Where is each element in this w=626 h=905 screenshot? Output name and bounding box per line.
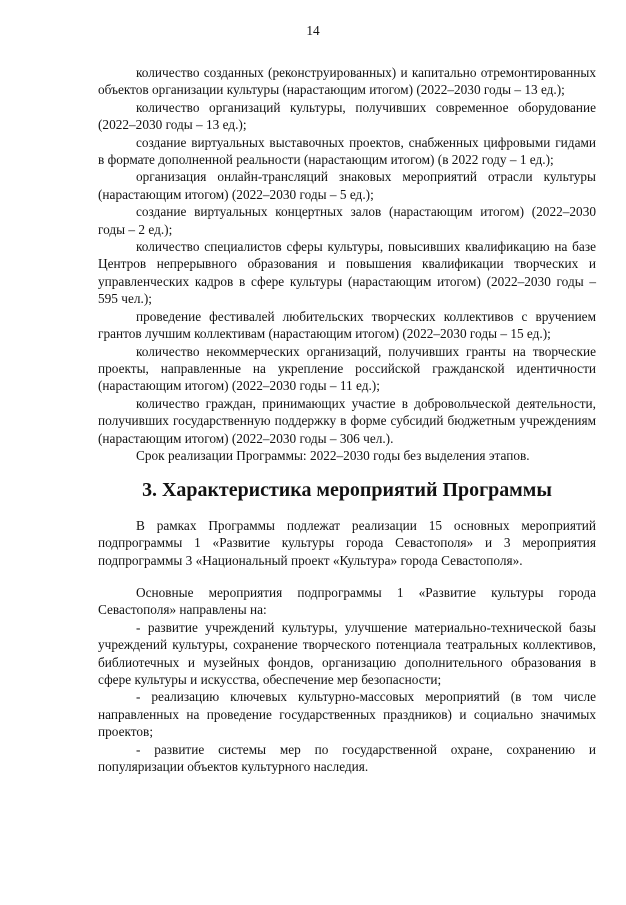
list-item: - развитие системы мер по государственной охране, сохранению и популяризации объектов культурного наследия. (98, 741, 596, 775)
indicator-paragraph: количество некоммерческих организаций, получивших гранты на творческие проекты, направленные на укрепление российской гражданской идентичности (нарастающим итогом) (2022–2030 годы – 11 ед.); (98, 343, 596, 394)
section-paragraph: В рамках Программы подлежат реализации 15 основных мероприятий подпрограммы 1 «Развитие культуры города Севастополя» и 3 мероприятия подпрограммы 3 «Национальный проект «Культура» города Севастополя». (98, 517, 596, 568)
indicator-paragraph: количество организаций культуры, получивших современное оборудование (2022–2030 годы – 13 ед.); (98, 99, 596, 133)
page-content (98, 64, 596, 775)
page-number: 14 (306, 23, 320, 38)
indicator-paragraph: проведение фестивалей любительских творческих коллективов с вручением грантов лучшим коллективам (нарастающим итогом) (2022–2030 годы – 15 ед.); (98, 308, 596, 342)
indicator-paragraph: количество созданных (реконструированных) и капитально отремонтированных объектов организации культуры (нарастающим итогом) (2022–2030 годы – 13 ед.); (98, 65, 596, 98)
list-item: - развитие учреждений культуры, улучшение материально-технической базы учреждений культуры, сохранение творческого потенциала театральных коллективов, библиотечных и музейных фондов, организацию дополнительного образования в сфере культуры и искусства, обеспечение мер безопасности; (98, 619, 596, 687)
indicator-paragraph: организация онлайн-трансляций знаковых мероприятий отрасли культуры (нарастающим итогом) (2022–2030 годы – 5 ед.); (98, 169, 596, 202)
program-term-paragraph: Срок реализации Программы: 2022–2030 годы без выделения этапов. (136, 447, 530, 463)
list-item: - реализацию ключевых культурно-массовых мероприятий (в том числе направленных на проведение государственных праздников) и социально значимых проектов; (98, 689, 596, 740)
section-paragraph: Основные мероприятия подпрограммы 1 «Развитие культуры города Севастополя» направлены на: (98, 584, 596, 618)
section-heading: 3. Характеристика мероприятий Программы (142, 479, 552, 502)
indicator-paragraph: количество специалистов сферы культуры, повысивших квалификацию на базе Центров непрерывного образования и повышения квалификации творческих и управленческих кадров в сфере культуры (нарастающим итогом) (2022–2030 годы – 595 чел.); (98, 239, 596, 307)
indicator-paragraph: создание виртуальных выставочных проектов, снабженных цифровыми гидами в формате дополненной реальности (нарастающим итогом) (в 2022 году – 1 ед.); (98, 134, 596, 168)
indicator-paragraph: создание виртуальных концертных залов (нарастающим итогом) (2022–2030 годы – 2 ед.); (98, 204, 596, 237)
indicator-paragraph: количество граждан, принимающих участие в добровольческой деятельности, получивших государственную поддержку в форме субсидий бюджетным учреждениям (нарастающим итогом) (2022–2030 годы – 306 чел.). (98, 395, 596, 446)
